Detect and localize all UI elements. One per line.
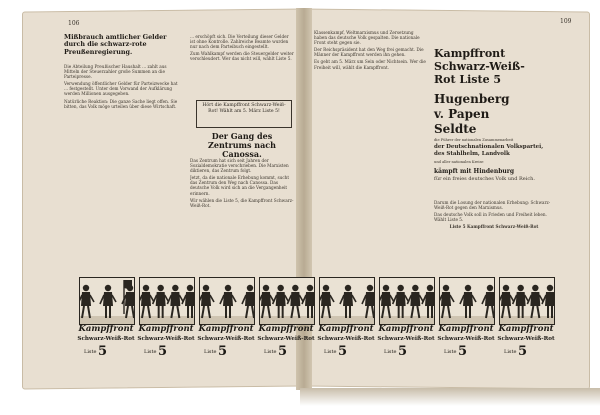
ad-parties: der Deutschnationalen Volkspartei, des Stahlhelm, Landvolk (434, 144, 544, 157)
paragraph: ... erschöpft sich. Die Verteilung dieser Gelder ist ohne Kontrolle. Zahlreiche Beamte wurden nur nach dem Parteibuch eingestellt. (190, 34, 289, 50)
paragraph: Die Abteilung Preußischer Haushalt ... zahlt aus Mitteln der Steuerzahler große Summen an die Parteipresse. (64, 64, 167, 80)
banner-tile (256, 276, 316, 360)
ad-name-hugenberg: Hugenberg (434, 92, 510, 106)
vote-callout-box: Hört die Kampffront Schwarz-Weiß-Rot! Wählt am 5. März Liste 5! (196, 100, 292, 128)
banner-tile (376, 276, 436, 360)
tile-liste-label: Liste (84, 349, 97, 355)
right-column-2 (434, 200, 554, 264)
tile-liste-badge (140, 345, 192, 358)
banner-tile (316, 276, 376, 360)
banner-tile (76, 276, 136, 360)
right-page-number: 109 (560, 18, 572, 25)
tile-kampffront: Kampffront (258, 324, 314, 334)
kampffront-banner (76, 276, 554, 360)
tile-schwarz-weiss-rot: Schwarz-Weiß-Rot (257, 336, 315, 342)
tile-liste-number: 5 (518, 344, 528, 359)
tile-liste-label: Liste (264, 349, 277, 355)
marching-figures-illustration (199, 277, 255, 325)
ad-name-seldte: Seldte (434, 122, 477, 136)
tile-kampffront: Kampffront (138, 324, 194, 334)
tile-liste-label: Liste (204, 349, 217, 355)
left-column-2-top (190, 34, 294, 90)
tile-liste-number: 5 (278, 344, 288, 359)
paragraph: Darum die Losung der nationalen Erhebung: Schwarz-Weiß-Rot gegen den Marxismus. (434, 200, 551, 211)
paragraph: Klassenkampf, Weltmarxismus und Zersetzung haben das deutsche Volk gespalten. Die nationale Front steht gegen sie. (314, 30, 420, 46)
tile-schwarz-weiss-rot: Schwarz-Weiß-Rot (497, 336, 555, 342)
tile-liste-number: 5 (158, 344, 168, 359)
left-page-number: 106 (68, 20, 80, 27)
ad-name-papen: v. Papen (434, 107, 490, 121)
marching-figures-illustration (79, 277, 135, 325)
tile-liste-badge (80, 345, 132, 358)
ad-hindenburg: kämpft mit Hindenburg (434, 168, 515, 175)
tile-schwarz-weiss-rot: Schwarz-Weiß-Rot (317, 336, 375, 342)
tile-liste-number: 5 (398, 344, 408, 359)
ad-closing: für ein freies deutsches Volk und Reich. (434, 176, 535, 182)
tile-liste-number: 5 (338, 344, 348, 359)
paragraph: Wir wählen die Liste 5, die Kampffront Schwarz-Weiß-Rot. (190, 197, 294, 208)
tile-liste-badge (320, 345, 372, 358)
marching-figures-illustration (499, 277, 555, 325)
ad-small-text-2: und aller nationalen Kreise (434, 159, 484, 164)
ad-small-text: die Führer der nationalen Zusammenarbeit (434, 138, 514, 142)
paragraph: Das Zentrum hat sich seit Jahren der Sozialdemokratie verschrieben. Die Marxisten diktieren, das Zentrum folgt. (190, 158, 289, 174)
election-advertisement (434, 48, 552, 194)
paragraph: Es geht am 5. März um Sein oder Nichtsein. Wer die Freiheit will, wählt die Kampffront. (314, 59, 426, 70)
tile-liste-label: Liste (324, 349, 337, 355)
left-column-2-body (190, 158, 294, 270)
tile-liste-badge (500, 345, 552, 358)
tile-kampffront: Kampffront (198, 324, 254, 334)
ad-line-schwarz-weiss: Schwarz-Weiß- (434, 60, 525, 73)
tile-liste-badge (440, 345, 492, 358)
tile-liste-label: Liste (144, 349, 157, 355)
marching-figures-illustration (439, 277, 495, 325)
tile-liste-label: Liste (444, 349, 457, 355)
paragraph: Das deutsche Volk soll in Frieden und Freiheit leben. Wählt Liste 5. (434, 212, 547, 223)
tile-liste-badge (260, 345, 312, 358)
tile-liste-label: Liste (504, 349, 517, 355)
banner-tile (496, 276, 556, 360)
paragraph: Zum Wahlkampf werden die Steuergelder weiter verschleudert. Wer das nicht will, wählt Liste 5. (190, 51, 294, 62)
marching-figures-illustration (259, 277, 315, 325)
paragraph: Verwendung öffentlicher Gelder für Parteizwecke hat ... festgestellt. Unter dem Vorwand der Aufklärung werden Millionen ausgegeben. (64, 81, 178, 97)
left-column-1 (64, 64, 180, 272)
marching-figures-illustration (379, 277, 435, 325)
tile-liste-number: 5 (98, 344, 108, 359)
tile-schwarz-weiss-rot: Schwarz-Weiß-Rot (137, 336, 195, 342)
tile-liste-number: 5 (458, 344, 468, 359)
ad-line-rot-liste: Rot Liste 5 (434, 73, 502, 86)
tile-liste-number: 5 (218, 344, 228, 359)
tile-kampffront: Kampffront (378, 324, 434, 334)
paragraph: Der Reichspräsident hat den Weg frei gemacht. Die Männer der Kampffront werden ihn gehen. (314, 47, 424, 58)
tile-liste-label: Liste (384, 349, 397, 355)
paragraph: Jetzt, da die nationale Erhebung kommt, sucht das Zentrum den Weg nach Canossa. Das deutsche Volk wird sich an die Vergangenheit erinnern. (190, 175, 290, 196)
paragraph: Natürliche Reaktion: Die ganze Sache liegt offen. Sie bitten, das Volk möge urteilen über diese Wirtschaft. (64, 98, 178, 109)
tile-schwarz-weiss-rot: Schwarz-Weiß-Rot (377, 336, 435, 342)
banner-tile (436, 276, 496, 360)
marching-figures-illustration (139, 277, 195, 325)
tile-kampffront: Kampffront (318, 324, 374, 334)
tile-kampffront: Kampffront (78, 324, 134, 334)
section-headline: Der Gang des Zentrums nach Canossa. (208, 131, 276, 160)
tile-liste-badge (380, 345, 432, 358)
tile-schwarz-weiss-rot: Schwarz-Weiß-Rot (77, 336, 135, 342)
right-column-1 (314, 30, 426, 270)
left-headline: Mißbrauch amtlicher Gelder durch die schwarz-rote Preußenregierung. (64, 33, 167, 56)
marching-figures-illustration (319, 277, 375, 325)
tile-kampffront: Kampffront (438, 324, 494, 334)
ad-line-kampffront: Kampffront (434, 47, 506, 60)
tile-schwarz-weiss-rot: Schwarz-Weiß-Rot (197, 336, 255, 342)
tile-kampffront: Kampffront (498, 324, 554, 334)
banner-tile (136, 276, 196, 360)
banner-tile (196, 276, 256, 360)
tile-liste-badge (200, 345, 252, 358)
page-shadow (300, 388, 600, 406)
tile-schwarz-weiss-rot: Schwarz-Weiß-Rot (437, 336, 495, 342)
footer-note: Liste 5 Kampffront Schwarz-Weiß-Rot (449, 224, 539, 230)
